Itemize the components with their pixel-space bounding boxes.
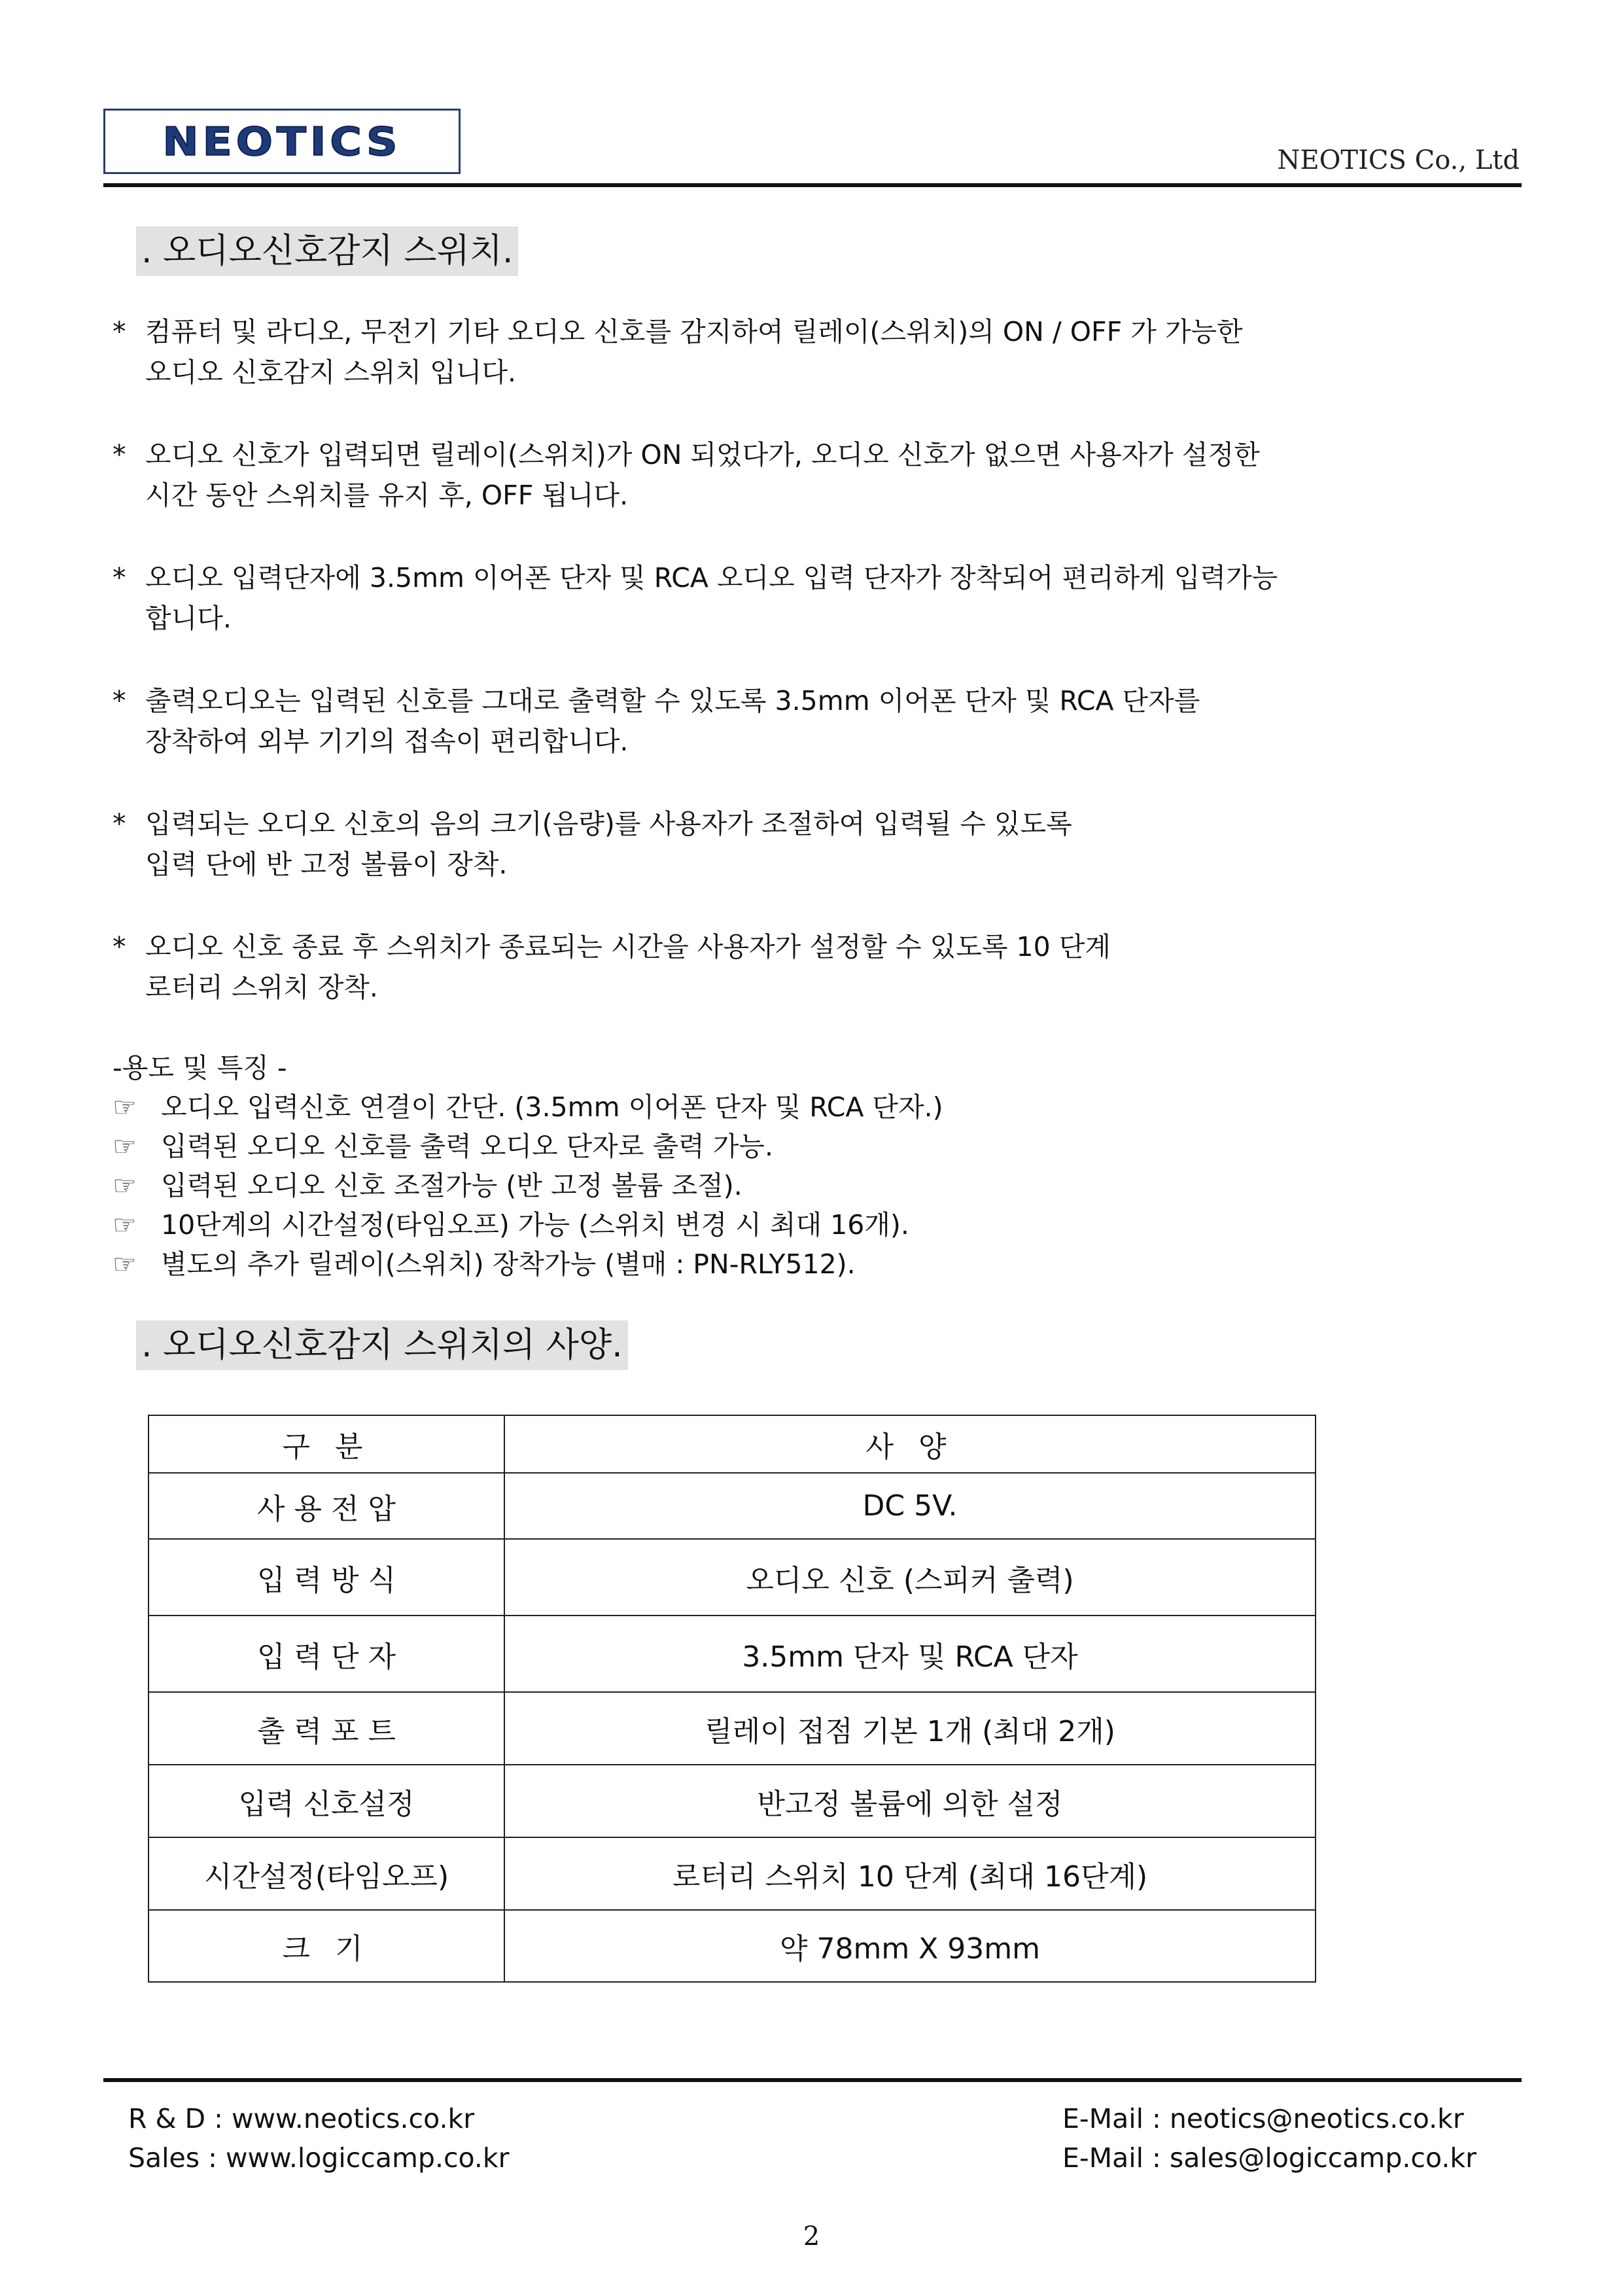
pointing-hand-icon: ☞ [113,1209,137,1241]
bullet-text: 오디오 신호 종료 후 스위치가 종료되는 시간을 사용자가 설정할 수 있도록 10 단계 로터리 스위치 장착. [145,931,1111,1003]
features-heading: -용도 및 특징 - [113,1052,287,1084]
page-number: 2 [803,2221,820,2252]
spec-table [148,1415,1316,1983]
company-logo [103,109,461,174]
rd-email-link[interactable]: E-Mail : neotics@neotics.co.kr [1062,2103,1464,2134]
spec-value: 반고정 볼륨에 의한 설정 [504,1765,1316,1837]
asterisk-icon: * [113,931,126,963]
sales-email-link[interactable]: E-Mail : sales@logiccamp.co.kr [1062,2142,1476,2174]
table-row [148,1910,1316,1982]
overview-bullet-list [113,311,1519,1050]
header-cell: 구 분 [148,1415,504,1473]
spec-value: DC 5V. [504,1473,1316,1539]
pointing-hand-icon: ☞ [113,1248,137,1280]
logo-text: NEOTICS [162,118,402,164]
spec-value: 3.5mm 단자 및 RCA 단자 [504,1616,1316,1692]
bullet-item [113,434,1519,516]
table-row [148,1539,1316,1616]
rd-website-link[interactable]: R & D : www.neotics.co.kr [128,2103,475,2134]
features-list [113,1048,1519,1284]
spec-value: 로터리 스위치 10 단계 (최대 16단계) [504,1837,1316,1910]
footer-divider [103,2078,1522,2082]
asterisk-icon: * [113,316,126,347]
footer-emails [1062,2099,1476,2178]
asterisk-icon: * [113,685,126,716]
spec-label: 입 력 방 식 [148,1539,504,1616]
table-row [148,1473,1316,1539]
table-row [148,1765,1316,1837]
table-row [148,1837,1316,1910]
spec-label: 출 력 포 트 [148,1692,504,1765]
feature-text: 입력된 오디오 신호를 출력 오디오 단자로 출력 가능. [161,1131,773,1162]
company-name: NEOTICS Co., Ltd [1277,145,1520,175]
feature-item [113,1245,1519,1284]
spec-label: 사 용 전 압 [148,1473,504,1539]
feature-text: 오디오 입력신호 연결이 간단. (3.5mm 이어폰 단자 및 RCA 단자.) [161,1091,943,1123]
pointing-hand-icon: ☞ [113,1131,137,1162]
pointing-hand-icon: ☞ [113,1170,137,1201]
header-divider [103,183,1522,187]
spec-value: 약 78mm X 93mm [504,1910,1316,1982]
asterisk-icon: * [113,562,126,593]
feature-item [113,1127,1519,1166]
feature-text: 별도의 추가 릴레이(스위치) 장착가능 (별매 : PN-RLY512). [161,1248,856,1280]
footer-websites [128,2099,510,2178]
bullet-text: 출력오디오는 입력된 신호를 그대로 출력할 수 있도록 3.5mm 이어폰 단자 및 RCA 단자를 장착하여 외부 기기의 접속이 편리합니다. [145,685,1200,757]
feature-item [113,1205,1519,1245]
feature-text: 10단계의 시간설정(타임오프) 가능 (스위치 변경 시 최대 16개). [161,1209,909,1241]
feature-item [113,1087,1519,1127]
bullet-text: 입력되는 오디오 신호의 음의 크기(음량)를 사용자가 조절하여 입력될 수 있도록 입력 단에 반 고정 볼륨이 장착. [145,808,1072,880]
bullet-item [113,557,1519,639]
table-row [148,1616,1316,1692]
spec-label: 시간설정(타임오프) [148,1837,504,1910]
spec-label: 크 기 [148,1910,504,1982]
bullet-item [113,804,1519,885]
bullet-item [113,927,1519,1008]
bullet-text: 컴퓨터 및 라디오, 무전기 기타 오디오 신호를 감지하여 릴레이(스위치)의 ON / OFF 가 가능한 오디오 신호감지 스위치 입니다. [145,316,1243,388]
table-row [148,1692,1316,1765]
spec-label: 입 력 단 자 [148,1616,504,1692]
feature-item [113,1166,1519,1205]
spec-value: 오디오 신호 (스피커 출력) [504,1539,1316,1616]
spec-value: 릴레이 접점 기본 1개 (최대 2개) [504,1692,1316,1765]
bullet-text: 오디오 입력단자에 3.5mm 이어폰 단자 및 RCA 오디오 입력 단자가 장착되어 편리하게 입력가능 합니다. [145,562,1278,634]
asterisk-icon: * [113,808,126,839]
feature-text: 입력된 오디오 신호 조절가능 (반 고정 볼륨 조절). [161,1170,742,1201]
section-title-overview: . 오디오신호감지 스위치. [136,226,518,276]
bullet-item [113,311,1519,393]
header-cell: 사 양 [504,1415,1316,1473]
table-header-row [148,1415,1316,1473]
bullet-text: 오디오 신호가 입력되면 릴레이(스위치)가 ON 되었다가, 오디오 신호가 없으면 사용자가 설정한 시간 동안 스위치를 유지 후, OFF 됩니다. [145,439,1260,511]
asterisk-icon: * [113,439,126,470]
bullet-item [113,680,1519,762]
sales-website-link[interactable]: Sales : www.logiccamp.co.kr [128,2142,510,2174]
section-title-specs: . 오디오신호감지 스위치의 사양. [136,1320,628,1370]
spec-label: 입력 신호설정 [148,1765,504,1837]
pointing-hand-icon: ☞ [113,1091,137,1123]
